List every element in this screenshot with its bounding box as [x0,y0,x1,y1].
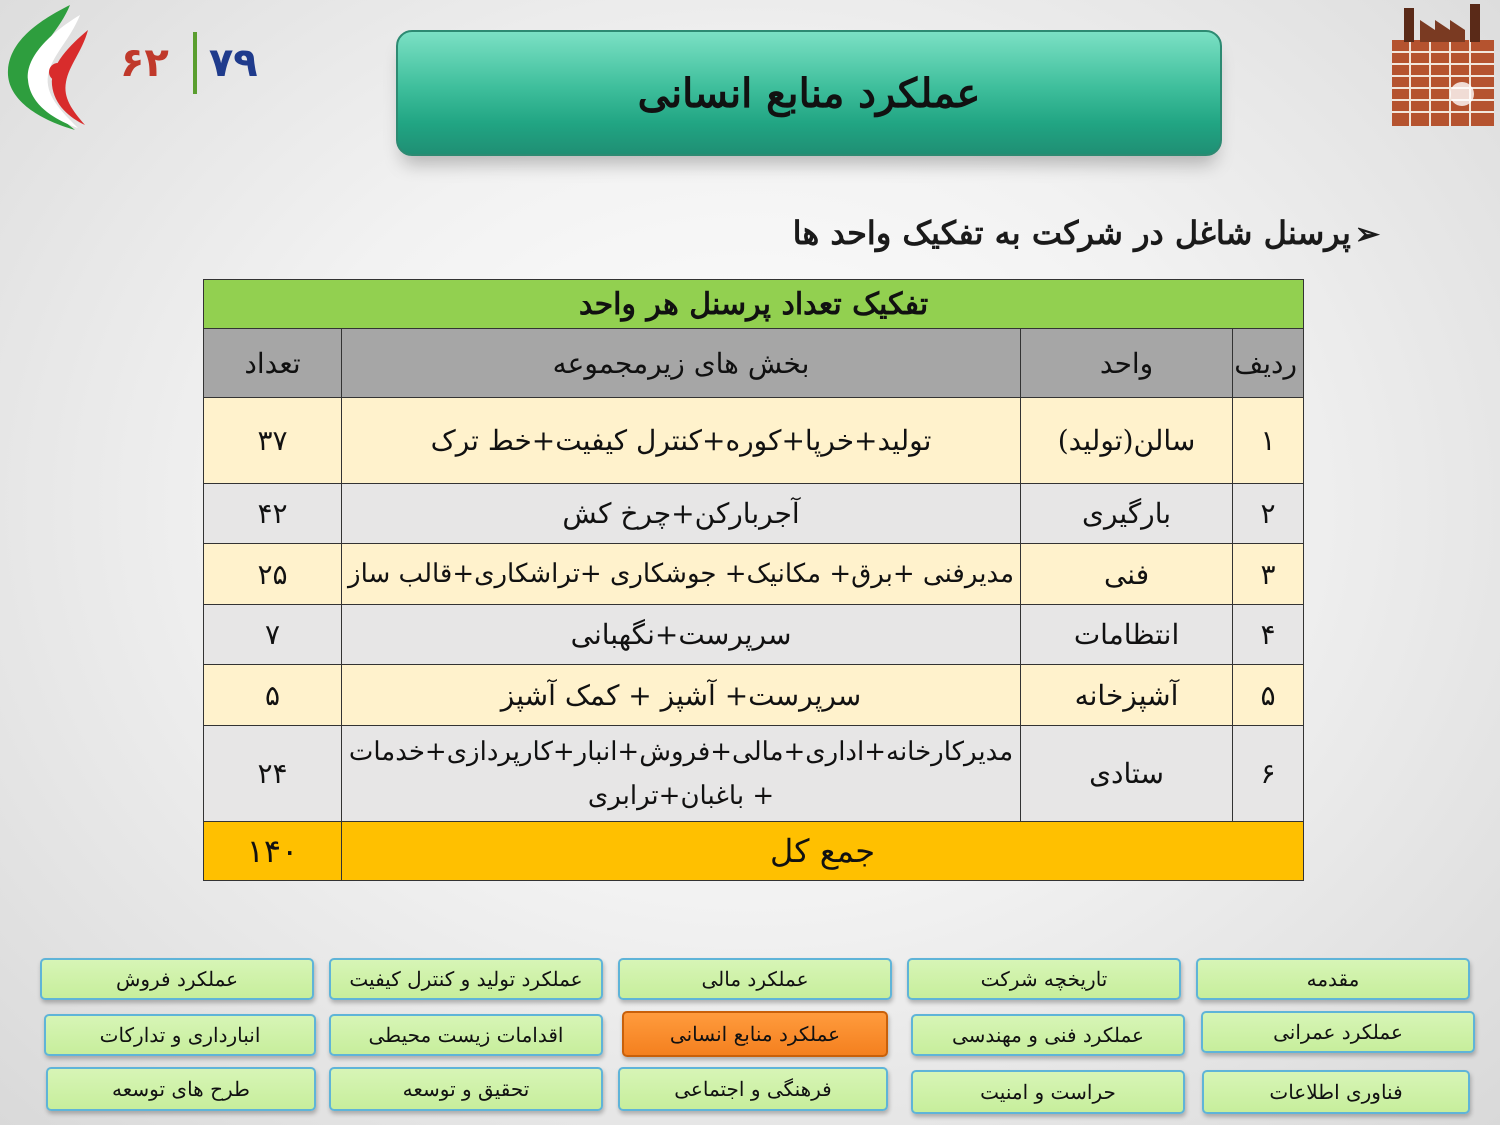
page-title: عملکرد منابع انسانی [396,30,1222,156]
header-sections: بخش های زیرمجموعه [342,329,1021,398]
cell-unit: فنی [1021,544,1233,605]
total-count: ۱۴۰ [204,822,342,881]
cell-row-number: ۴ [1233,605,1304,665]
cell-count: ۷ [204,605,342,665]
nav-history-button[interactable]: تاریخچه شرکت [907,958,1181,1000]
cell-sections: تولید+خرپا+کوره+کنترل کیفیت+خط ترک [342,398,1021,484]
table-row [204,544,1304,605]
table-title: تفکیک تعداد پرسنل هر واحد [204,280,1304,329]
cell-count: ۵ [204,665,342,726]
header-row-number: ردیف [1233,329,1304,398]
table-row [204,726,1304,822]
nav-production-button[interactable]: عملکرد تولید و کنترل کیفیت [329,958,603,1000]
section-heading-text: پرسنل شاغل در شرکت به تفکیک واحد ها [792,214,1351,252]
nav-environment-button[interactable]: اقدامات زیست محیطی [329,1014,603,1056]
personnel-table [203,279,1304,881]
cell-sections: مدیرکارخانه+اداری+مالی+فروش+انبار+کارپردازی+خدمات + باغبان+ترابری [342,726,1021,822]
cell-row-number: ۳ [1233,544,1304,605]
cell-row-number: ۱ [1233,398,1304,484]
table-row [204,605,1304,665]
nav-construction-button[interactable]: عملکرد عمرانی [1201,1011,1475,1053]
cell-count: ۳۷ [204,398,342,484]
year-start: ۶۲ [120,39,169,86]
nav-research-button[interactable]: تحقیق و توسعه [329,1067,603,1111]
table-header-row [204,329,1304,398]
year-end: ۷۹ [208,39,258,86]
cell-unit: آشپزخانه [1021,665,1233,726]
cell-unit: انتظامات [1021,605,1233,665]
flag-logo [0,0,95,135]
nav-finance-button[interactable]: عملکرد مالی [618,958,892,1000]
section-heading [680,206,1380,262]
nav-hr-button[interactable]: عملکرد منابع انسانی [622,1011,888,1057]
brick-factory-logo [1390,0,1496,128]
table-row [204,665,1304,726]
cell-sections: سرپرست+ آشپز + کمک آشپز [342,665,1021,726]
cell-sections: مدیرفنی +برق+ مکانیک+ جوشکاری +تراشکاری+قالب ساز [342,544,1021,605]
nav-culture-button[interactable]: فرهنگی و اجتماعی [618,1067,888,1111]
arrow-bullet-icon: ➢ [1354,217,1380,252]
cell-sections: آجربارکن+چرخ کش [342,484,1021,544]
cell-row-number: ۲ [1233,484,1304,544]
cell-unit: بارگیری [1021,484,1233,544]
cell-unit: سالن(تولید) [1021,398,1233,484]
cell-count: ۲۵ [204,544,342,605]
total-label: جمع کل [342,822,1304,881]
nav-warehouse-button[interactable]: انبارداری و تدارکات [44,1014,316,1056]
table-row [204,484,1304,544]
cell-unit: ستادی [1021,726,1233,822]
nav-sales-button[interactable]: عملکرد فروش [40,958,314,1000]
nav-development-button[interactable]: طرح های توسعه [46,1067,316,1111]
nav-engineering-button[interactable]: عملکرد فنی و مهندسی [911,1014,1185,1056]
nav-security-button[interactable]: حراست و امنیت [911,1070,1185,1114]
cell-count: ۲۴ [204,726,342,822]
header-count: تعداد [204,329,342,398]
table-total-row [204,822,1304,881]
header-unit: واحد [1021,329,1233,398]
table-row [204,398,1304,484]
year-divider [193,32,197,94]
year-range [120,30,258,95]
nav-intro-button[interactable]: مقدمه [1196,958,1470,1000]
nav-it-button[interactable]: فناوری اطلاعات [1202,1070,1470,1114]
cell-sections: سرپرست+نگهبانی [342,605,1021,665]
cell-row-number: ۵ [1233,665,1304,726]
cell-count: ۴۲ [204,484,342,544]
cell-row-number: ۶ [1233,726,1304,822]
